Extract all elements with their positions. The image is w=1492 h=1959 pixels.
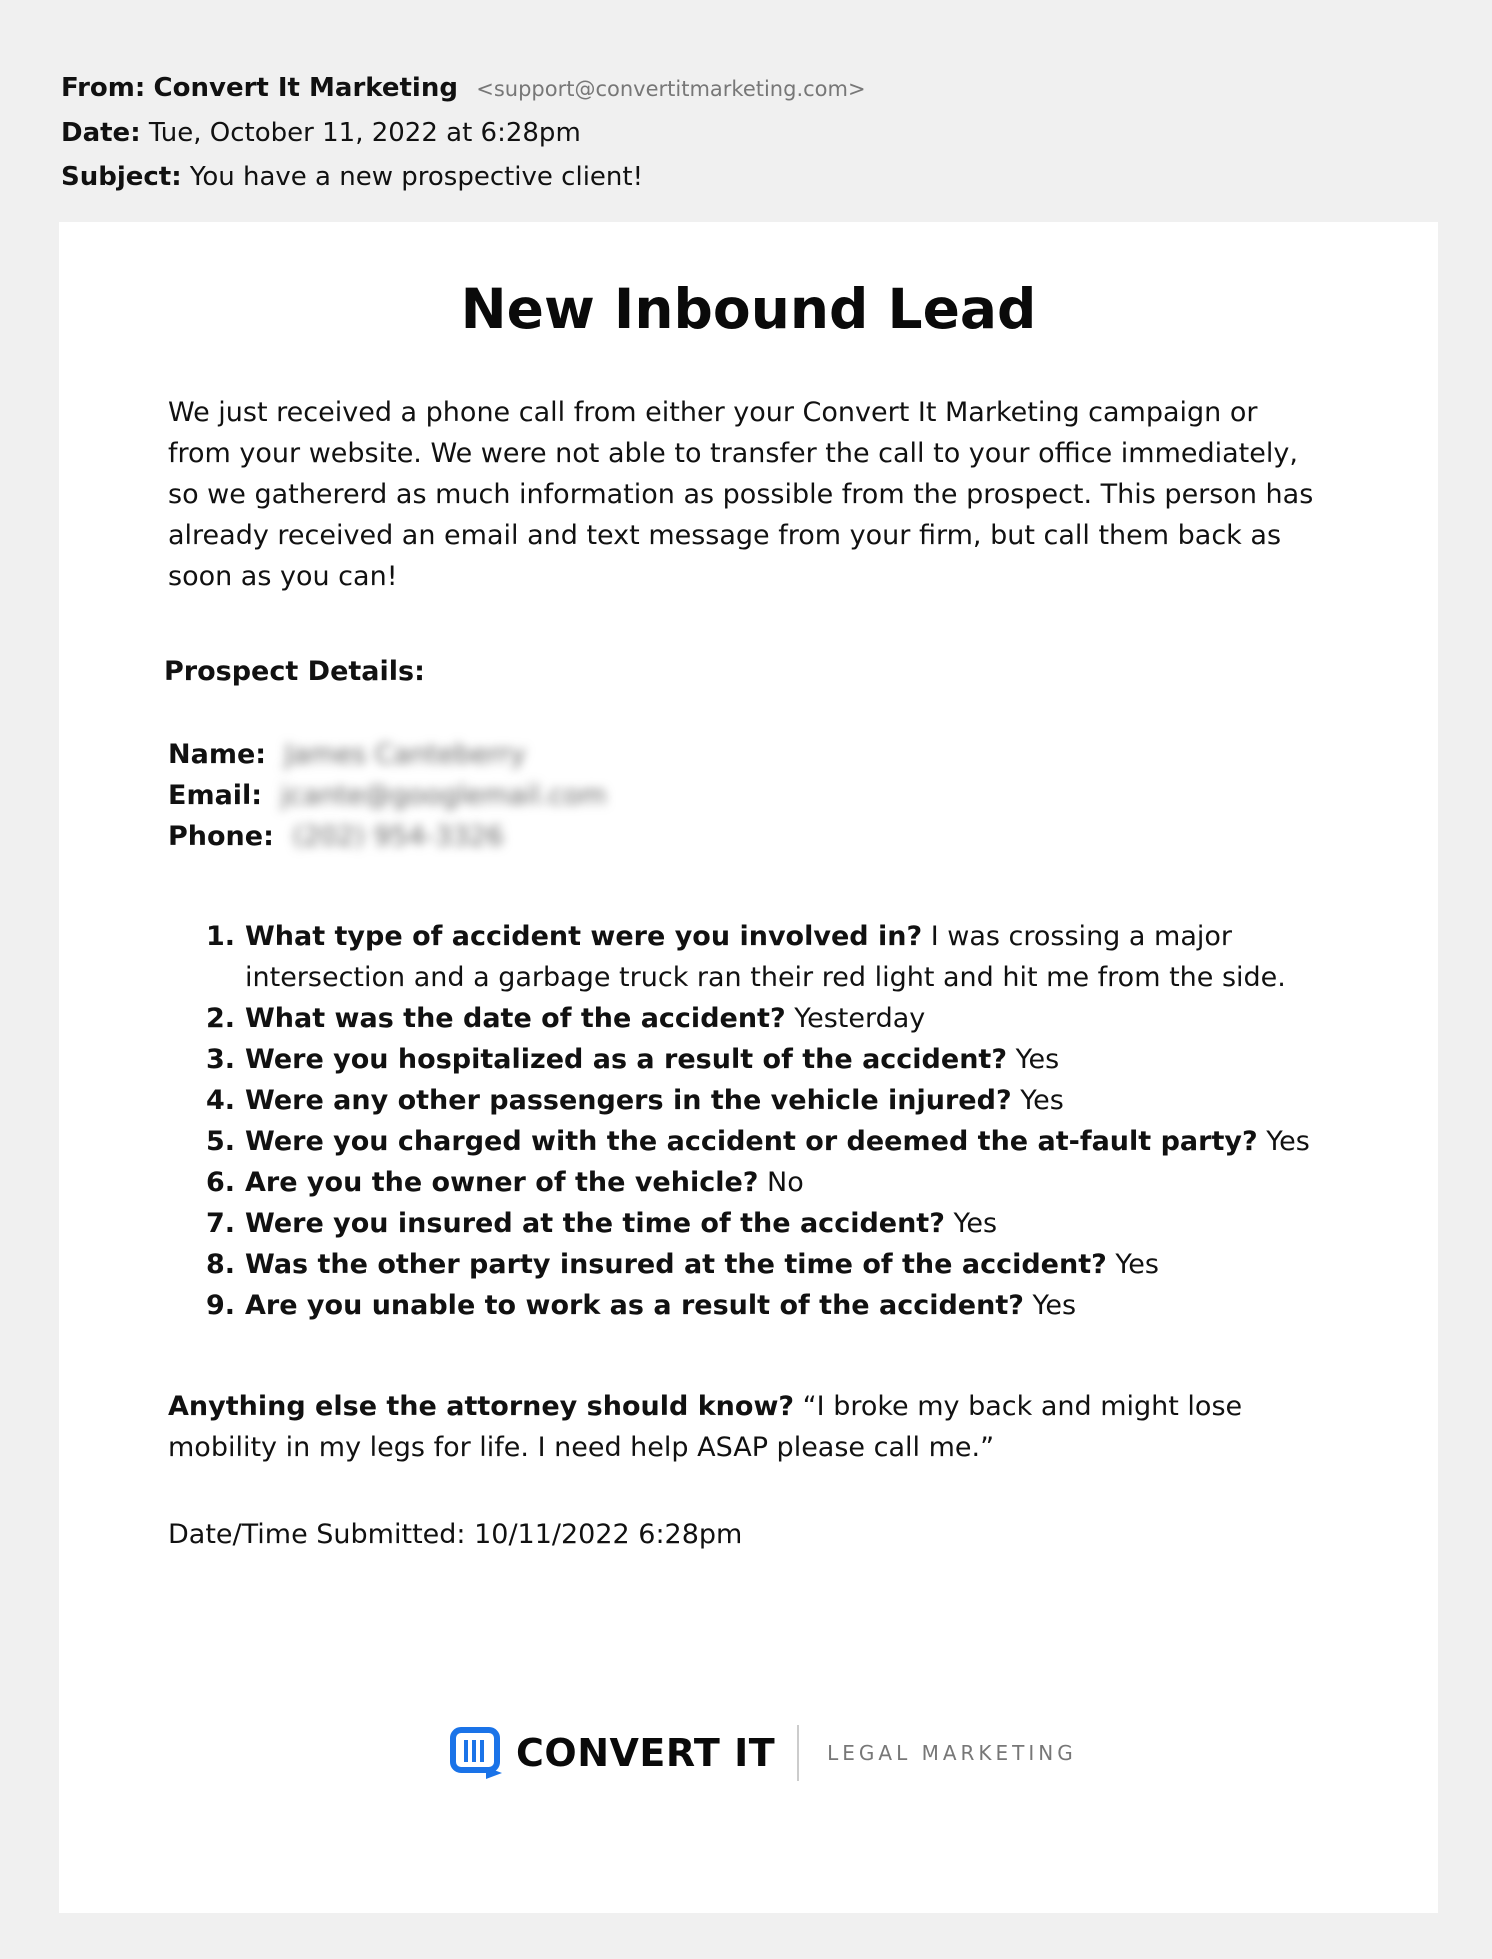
question: What was the date of the accident? (245, 1003, 786, 1034)
item-number: 5. (205, 1126, 235, 1157)
item-number: 2. (205, 1003, 235, 1034)
answer: Yesterday (794, 1003, 926, 1034)
email-label: Email: (168, 780, 263, 811)
question: Was the other party insured at the time of the accident? (245, 1249, 1107, 1280)
item-number: 6. (205, 1167, 235, 1198)
subject-row (61, 155, 1261, 199)
list-item (199, 1162, 1339, 1203)
prospect-details-heading: Prospect Details: (164, 656, 425, 687)
question: Were you insured at the time of the accident? (245, 1208, 945, 1239)
item-number: 7. (205, 1208, 235, 1239)
list-item (199, 1039, 1339, 1080)
answer: Yes (1020, 1085, 1064, 1116)
convert-it-logo-icon (450, 1725, 506, 1781)
item-number: 4. (205, 1085, 235, 1116)
item-text (245, 1080, 1339, 1121)
from-label: From: (61, 73, 146, 103)
item-number: 3. (205, 1044, 235, 1075)
email-header (61, 66, 1261, 199)
item-text (245, 1244, 1339, 1285)
item-number: 1. (205, 921, 235, 952)
date-value: Tue, October 11, 2022 at 6:28pm (148, 118, 581, 148)
item-number: 9. (205, 1290, 235, 1321)
subject-label: Subject: (61, 162, 182, 192)
list-item (199, 1203, 1339, 1244)
item-text (245, 1039, 1339, 1080)
logo-brand-text: CONVERT IT (516, 1731, 776, 1775)
additional-notes-value: “I broke my back and might lose mobility in my legs for life. I need help ASAP please call me.” (168, 1391, 1243, 1463)
questions-list (199, 916, 1339, 1326)
email-body-card (59, 222, 1438, 1913)
answer: Yes (953, 1208, 998, 1239)
answer: Yes (1015, 1044, 1060, 1075)
name-row (168, 734, 606, 775)
question: Were you charged with the accident or deemed the at-fault party? (245, 1126, 1258, 1157)
logo-tagline: LEGAL MARKETING (827, 1741, 1077, 1765)
question: Were any other passengers in the vehicle injured? (245, 1085, 1012, 1116)
logo-divider (797, 1725, 799, 1781)
question: Are you the owner of the vehicle? (245, 1167, 759, 1198)
intro-paragraph: We just received a phone call from either your Convert It Marketing campaign or from your website. We were not able to transfer the call to your office immediately, so we gathererd as much information as possible from the prospect. This person has already received an email and text message from your firm, but call them back as soon as you can! (168, 397, 1314, 592)
date-label: Date: (61, 118, 141, 148)
question: Are you unable to work as a result of the accident? (245, 1290, 1024, 1321)
question: What type of accident were you involved in? (245, 921, 923, 952)
list-item (199, 1121, 1339, 1162)
item-number: 8. (205, 1249, 235, 1280)
item-text (245, 1203, 1339, 1244)
email-value[interactable]: jcante@googlemail.com (280, 780, 607, 811)
question: Were you hospitalized as a result of the accident? (245, 1044, 1007, 1075)
answer: I was crossing a major intersection and a garbage truck ran their red light and hit me from the side. (245, 921, 1286, 993)
list-item (199, 1244, 1339, 1285)
answer: Yes (1115, 1249, 1159, 1280)
item-text (245, 998, 1339, 1039)
item-text (245, 1285, 1339, 1326)
name-label: Name: (168, 739, 267, 770)
prospect-details (168, 734, 606, 857)
email-row (168, 775, 606, 816)
date-row (61, 111, 1261, 155)
from-address[interactable]: <support@convertitmarketing.com> (476, 77, 866, 101)
name-value: James Canteberry (284, 739, 526, 770)
list-item (199, 1285, 1339, 1326)
convert-it-logo (450, 1723, 1077, 1783)
phone-label: Phone: (168, 821, 274, 852)
additional-notes (168, 1386, 1318, 1468)
page-title: New Inbound Lead (460, 277, 1037, 341)
list-item (199, 998, 1339, 1039)
list-item (199, 1080, 1339, 1121)
submitted-timestamp: Date/Time Submitted: 10/11/2022 6:28pm (168, 1519, 743, 1550)
from-name: Convert It Marketing (153, 73, 458, 103)
phone-row (168, 816, 606, 857)
item-text (245, 1121, 1339, 1162)
additional-notes-label: Anything else the attorney should know? (168, 1391, 795, 1422)
answer: Yes (1032, 1290, 1077, 1321)
from-row (61, 66, 1261, 111)
item-text (245, 916, 1339, 998)
answer: Yes (1266, 1126, 1310, 1157)
answer: No (767, 1167, 804, 1198)
phone-value[interactable]: (202) 954-3326 (292, 821, 504, 852)
list-item (199, 916, 1339, 998)
subject-value: You have a new prospective client! (189, 162, 644, 192)
item-text (245, 1162, 1339, 1203)
